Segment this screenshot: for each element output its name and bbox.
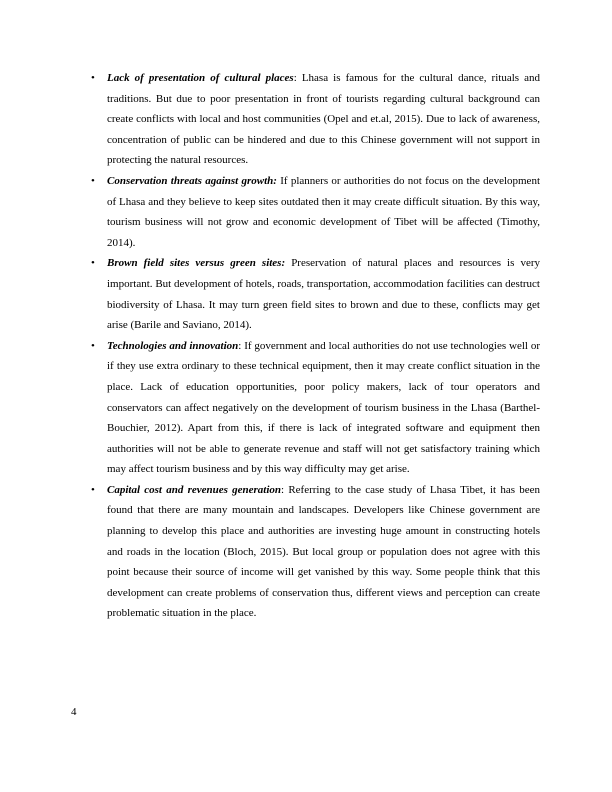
bullet-icon: •: [91, 339, 95, 352]
bullet-term: Capital cost and revenues generation: [107, 483, 282, 496]
bullet-text: Lhasa is famous for the cultural dance, rituals and traditions. But due to poor presentation in front of tourists regarding cultural background can create conflicts with local and host communities (Opel and et.al, 2015). Due to lack of awareness, concentration of public can be hindered and due to this Chinese government will not support in protecting the natural resources.: [107, 72, 541, 167]
bullet-text: Referring to the case study of Lhasa Tibet, it has been found that there are many mountain and landscapes. Developers like Chinese government are planning to develop this place and authorities are investing huge amount in constructing hotels and roads in the location (Bloch, 2015). But local group or population does not agree with this point because their source of income will get vanished by this way. Some people think that this development can create problems of conservation thus, different views and perception can create problematic situation in the place.: [107, 483, 540, 620]
bullet-item-conservation-threats: [91, 171, 540, 253]
bullet-separator: :: [293, 72, 297, 84]
bullet-item-cultural-places: [91, 68, 541, 171]
bullet-list: [91, 68, 541, 624]
bullet-term: Technologies and innovation: [107, 339, 239, 352]
bullet-item-capital-cost: [91, 480, 540, 624]
bullet-item-technologies: [91, 336, 540, 480]
bullet-icon: •: [91, 174, 95, 187]
bullet-icon: •: [91, 72, 95, 84]
bullet-icon: •: [91, 257, 95, 270]
bullet-item-brown-field-sites: [91, 253, 540, 335]
bullet-text: If government and local authorities do not use technologies well or if they use extra ordinary to these technical equipment, then it may create conflict situation in the place. Lack of education opportunities, poor policy makers, lack of tour operators and conservators can affect negatively on the development of tourism business in the Lhasa (Barthel-Bouchier, 2012). Apart from this, if there is lack of integrated software and equipment then authorities will not be able to generate revenue and staff will not get satisfactory training which may affect tourism business and by this way difficulty may get arise.: [107, 339, 540, 476]
bullet-term: Lack of presentation of cultural places: [107, 72, 294, 84]
bullet-separator: :: [238, 339, 242, 352]
bullet-term: Brown field sites versus green sites:: [107, 257, 286, 270]
bullet-separator: :: [281, 483, 285, 496]
bullet-term: Conservation threats against growth:: [107, 174, 277, 187]
page-number: 4: [71, 706, 77, 718]
bullet-text: Preservation of natural places and resources is very important. But development of hotels, roads, transportation, accommodation facilities can destruct biodiversity of Lhasa. It may turn green field sites to brown and due to these, conflicts may get arise (Barile and Saviano, 2014).: [107, 257, 540, 332]
bullet-text: If planners or authorities do not focus on the development of Lhasa and they believe to keep sites outdated then it may create difficult situation. By this way, tourism business will not grow and economic development of Tibet will be affected (Timothy, 2014).: [107, 174, 540, 249]
bullet-icon: •: [91, 483, 95, 496]
